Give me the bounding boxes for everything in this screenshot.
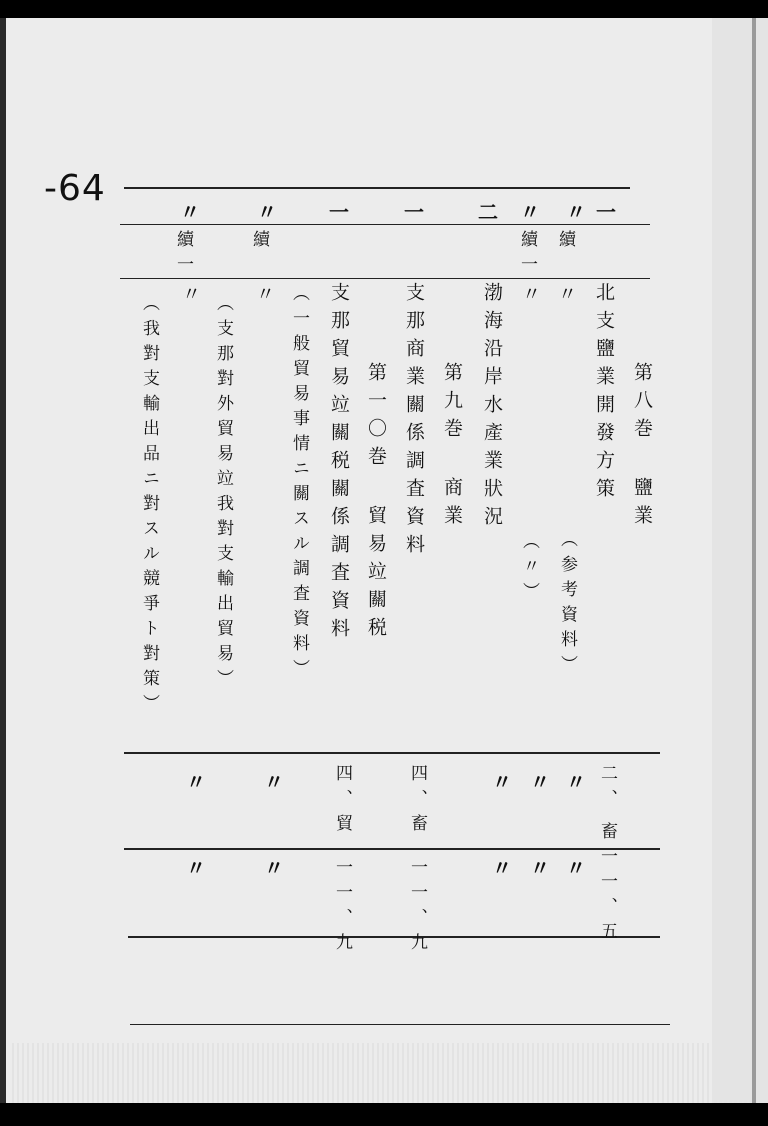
ditto-mark: 〃 xyxy=(519,284,541,312)
volume-heading: 第一〇巻 貿易竝關税 xyxy=(365,362,387,645)
entry-title: 支那貿易竝關税關係調査資料 xyxy=(328,282,350,646)
ditto-mark: 〃 xyxy=(264,856,284,880)
num-mark: 一 xyxy=(596,200,616,224)
entry-subtitle: （支那對外貿易竝我對支輸出貿易） xyxy=(213,294,233,694)
entry-title: 渤海沿岸水產業狀況 xyxy=(481,282,503,534)
page-number: -64 xyxy=(44,168,106,209)
volume-ref: 二、 xyxy=(597,764,617,814)
ditto-mark: 〃 xyxy=(180,200,200,224)
entry-title: 北支鹽業開發方策 xyxy=(593,282,615,506)
ditto-mark: 〃 xyxy=(566,770,586,794)
volume-heading: 第八巻 鹽業 xyxy=(631,362,653,533)
volume-ref: 四、貿 xyxy=(332,764,352,839)
num-mark: 二 xyxy=(478,200,498,224)
entry-title: 支那商業關係調査資料 xyxy=(403,282,425,562)
rule-vol-top xyxy=(124,752,660,754)
reference-number: 一一、九 xyxy=(407,858,427,958)
num-mark: 一 xyxy=(404,200,424,224)
rule-top xyxy=(124,187,630,189)
ditto-mark: 〃 xyxy=(555,284,577,312)
ditto-mark: 〃 xyxy=(179,284,201,312)
cont-label: 續一 xyxy=(517,230,537,280)
rule-bottom xyxy=(130,1024,670,1025)
volume-heading: 第九巻 商業 xyxy=(441,362,463,533)
ditto-mark: 〃 xyxy=(492,856,512,880)
ditto-mark: 〃 xyxy=(264,770,284,794)
rule-vol-mid xyxy=(124,848,660,850)
reference-number: 一一、九 xyxy=(332,858,352,958)
page-edge-line xyxy=(752,18,756,1103)
ditto-mark: 〃 xyxy=(492,770,512,794)
volume-ref: 四、畜 xyxy=(407,764,427,839)
rule-cont xyxy=(120,278,650,279)
entry-note: （参考資料） xyxy=(557,530,577,680)
reference-number: 畜一一、五 xyxy=(597,822,617,947)
ditto-mark: 〃 xyxy=(566,200,586,224)
ditto-mark: 〃 xyxy=(566,856,586,880)
ditto-mark: 〃 xyxy=(186,770,206,794)
ditto-mark: 〃 xyxy=(530,856,550,880)
entry-note: （〃） xyxy=(519,532,539,607)
num-mark: 一 xyxy=(329,200,349,224)
rule-ref-bottom xyxy=(128,936,660,938)
ditto-mark: 〃 xyxy=(520,200,540,224)
ditto-mark: 〃 xyxy=(257,200,277,224)
cont-label: 續 xyxy=(249,230,269,255)
next-page-edge xyxy=(712,18,768,1103)
cont-label: 續 xyxy=(555,230,575,255)
ditto-mark: 〃 xyxy=(186,856,206,880)
ditto-mark: 〃 xyxy=(253,284,275,312)
entry-subtitle: （我對支輸出品ニ對スル競爭ト對策） xyxy=(139,294,159,719)
entry-subtitle: （一般貿易事情ニ關スル調査資料） xyxy=(289,284,309,684)
scan-noise xyxy=(12,1043,718,1103)
ditto-mark: 〃 xyxy=(530,770,550,794)
cont-label: 續一 xyxy=(173,230,193,280)
